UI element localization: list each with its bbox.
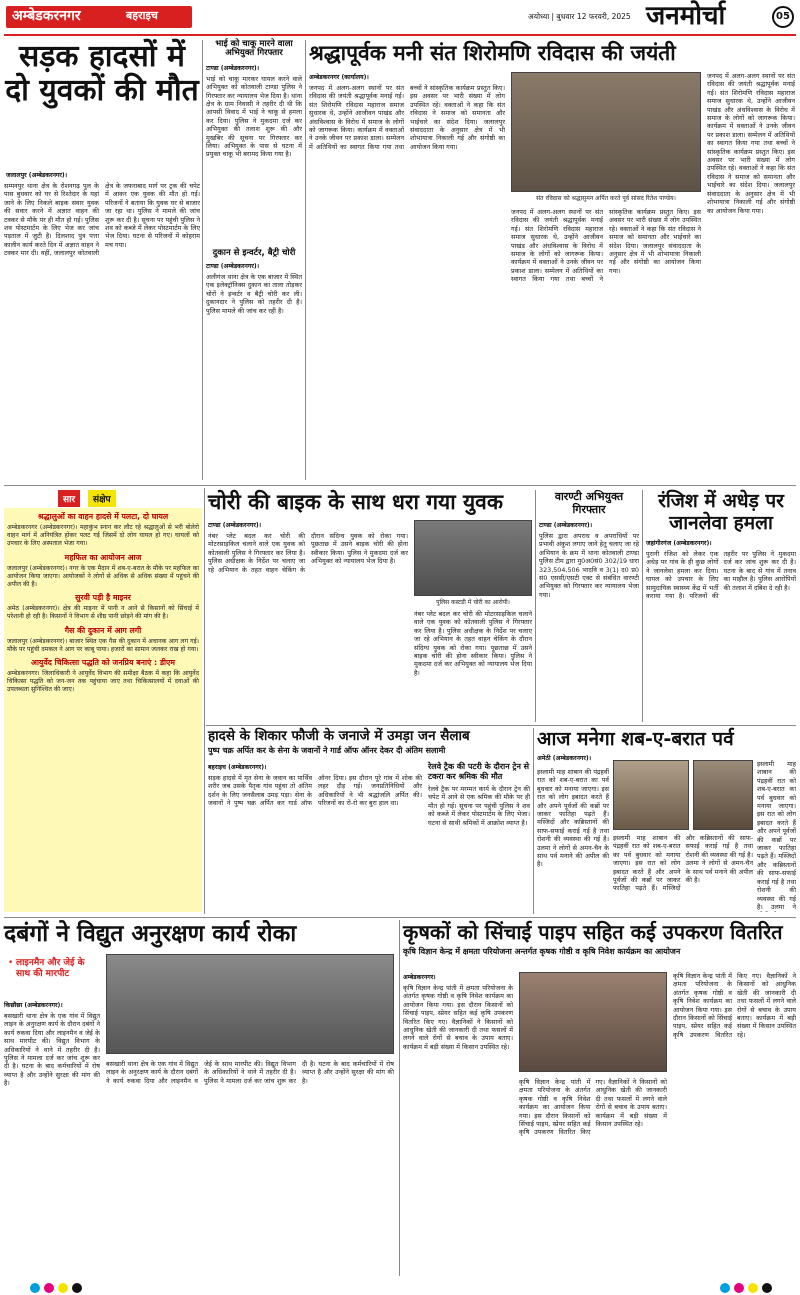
dateline: अयोध्या | बुधवार 12 फरवरी, 2025 <box>528 12 631 21</box>
body-text-continued: कृषि विज्ञान केन्द्र पांती में क्षमता परियोजना के अंतर्गत कृषक गोष्ठी व कृषि निवेश कार्यक्रम का आयोजन किया गया। इस दौरान किसानों को सिंचाई पाइप, स्प्रेयर सहित कई कृषि उपकरण वितरित किए गए। वैज्ञानिकों ने किसानों को आधुनिक खेती की जानकारी दी तथा फसलों में लगने वाले रोगों से बचाव के उपाय बताए। कार्यक्रम में बड़ी संख्या में किसान उपस्थित रहे। <box>519 1078 667 1137</box>
headline: वारण्टी अभियुक्त गिरफ्तार <box>554 490 624 516</box>
body-text: कृषि विज्ञान केन्द्र पांती में क्षमता परियोजना के अंतर्गत कृषक गोष्ठी व कृषि निवेश कार्यक्रम का आयोजन किया गया। इस दौरान किसानों को सिंचाई पाइप, स्प्रेयर सहित कई कृषि उपकरण वितरित किए गए। वैज्ञानिकों ने किसानों को आधुनिक खेती की जानकारी दी तथा फसलों में लगने वाले रोगों से बचाव के उपाय बताए। कार्यक्रम में बड़ी संख्या में किसान उपस्थित रहे। <box>403 984 513 1051</box>
sidebar-story <box>428 762 530 912</box>
byline: टाण्डा (अम्बेडकरनगर)। <box>208 522 262 529</box>
article-columns <box>4 170 200 486</box>
byline: बहराइच (अम्बेडकरनगर)। <box>208 764 267 771</box>
byline: जलालपुर (अम्बेडकरनगर)। <box>6 172 68 179</box>
body-text: सम्मनपुर थाना क्षेत्र के रोशनगढ़ पुल के पास बुधवार को घर से रिश्तेदार के यहां जाने के लिए निकले बाइक सवार युवक की सवार करने में अज्ञात वाहन की टक्कर से मौके पर ही मौत हो गई। पुलिस शव पोस्टमार्टम के लिए भेज कर जांच पड़ताल में जुटी है। दिलशाद पुत्र पत्ता कालीन कार्य करते दिन में अज्ञात वाहन ने टक्कर मार दी। वहीं, जलालपुर कोतवाली क्षेत्र के जफराबाद मार्ग पर ट्रक की चपेट में आकर एक युवक की मौत हो गई। परिजनों ने बताया कि युवक घर से बाजार जा रहा था। पुलिस ने मामले की जांच शुरू कर दी है। सूचना पर पहुंची पुलिस ने शव को कब्जे में लेकर पोस्टमार्टम के लिए भेज दिया। घटना से परिजनों में कोहराम मच गया। <box>4 182 200 258</box>
story-warrant-arrest <box>539 490 639 722</box>
photo-caption: संत रविदास को श्रद्धासुमन अर्पित करते पूर्व सांसद रितेश पाण्डेय। <box>536 195 676 202</box>
brief-body: अम्बेडकरनगर। जिलाधिकारी ने आयुर्वेद विभाग की समीक्षा बैठक में कहा कि आयुर्वेद चिकित्सा पद्धति को जन-जन तक पहुंचाया जाए तथा चिकित्सालयों में दवाओं की उपलब्धता सुनिश्चित की जाए। <box>7 670 199 694</box>
body-text: भाई को चाकू मारकर घायल करने वाले अभियुक्त को कोतवाली टाण्डा पुलिस ने गिरफ्तार कर न्यायालय भेज दिया है। थाना क्षेत्र के ग्राम निवासी ने तहरीर दी थी कि आपसी विवाद में भाई ने चाकू से हमला कर दिया। पुलिस ने मुकदमा दर्ज कर अभियुक्त की तलाश शुरू की और मुखबिर की सूचना पर गिरफ्तार कर लिया। अभियुक्त के पास से घटना में प्रयुक्त चाकू भी बरामद किया गया है। <box>206 74 302 159</box>
callout-text: लाइनमैन और जेई के साथ की मारपीट <box>16 958 85 979</box>
headline: चोरी की बाइक के साथ धरा गया युवक <box>208 490 503 514</box>
sub-byline: टाण्डा (अम्बेडकरनगर)। <box>206 263 260 271</box>
body-text-right: जनपद में अलग-अलग स्थानों पर संत रविदास की जयंती श्रद्धापूर्वक मनाई गई। संत शिरोमणि रविदास महाराज समाज सुधारक थे, उन्होंने आजीवन पाखंड और अंधविश्वास के विरोध में समाज के लोगों को जागरूक किया। कार्यक्रम में वक्ताओं ने उनके जीवन पर प्रकाश डाला। सम्मेलन में अतिथियों का स्वागत किया गया तथा बच्चों ने सांस्कृतिक कार्यक्रम प्रस्तुत किए। इस अवसर पर भारी संख्या में लोग उपस्थित रहे। वक्ताओं ने कहा कि संत रविदास ने समाज को समानता और भाईचारे का संदेश दिया। जलालपुर संवाददाता के अनुसार क्षेत्र में भी शोभायात्रा निकाली गई और संगोष्ठी का आयोजन किया गया। <box>707 72 795 215</box>
section-tag <box>6 6 192 28</box>
brief-body: जलालपुर (अम्बेडकरनगर)। बाजार स्थित एक गैस की दुकान में अचानक आग लग गई। मौके पर पहुंची दमकल ने आग पर काबू पाया। हजारों का सामान जलकर राख हो गया। <box>7 637 199 653</box>
left-column <box>4 1000 100 1274</box>
photo-caption: पुलिस कस्टडी में चोरी का आरोपी। <box>436 599 510 606</box>
event-photo <box>511 72 701 192</box>
body-text-continued: जनपद में अलग-अलग स्थानों पर संत रविदास की जयंती श्रद्धापूर्वक मनाई गई। संत शिरोमणि रविदास महाराज समाज सुधारक थे, उन्होंने आजीवन पाखंड और अंधविश्वास के विरोध में समाज के लोगों को जागरूक किया। कार्यक्रम में वक्ताओं ने उनके जीवन पर प्रकाश डाला। सम्मेलन में अतिथियों का स्वागत किया गया तथा बच्चों ने सांस्कृतिक कार्यक्रम प्रस्तुत किए। इस अवसर पर भारी संख्या में लोग उपस्थित रहे। वक्ताओं ने कहा कि संत रविदास ने समाज को समानता और भाईचारे का संदेश दिया। जलालपुर संवाददाता के अनुसार क्षेत्र में भी शोभायात्रा निकाली गई और संगोष्ठी का आयोजन किया गया। <box>511 208 701 284</box>
byline: जहांगीरगंज (अम्बेडकरनगर)। <box>646 540 712 547</box>
brief-title: सुरवी पड़ी है माइनर <box>75 593 131 603</box>
color-swatch-black <box>762 1283 772 1293</box>
page-number: 05 <box>776 11 790 22</box>
officials-photo <box>106 954 394 1054</box>
color-swatch-yellow <box>748 1283 758 1293</box>
section-rule <box>4 485 796 486</box>
story-road-accident <box>4 40 200 490</box>
brief-body: अम्बेडकरनगर (अम्बेडकरनगर)। महाकुंभ स्नान कर लौट रहे श्रद्धालुओं से भरी बोलेरो वाहन मार्ग में अनियंत्रित होकर पलट गई जिसमें दो लोग घायल हो गए। घायलों को उपचार के लिए अस्पताल भेजा गया। <box>7 524 199 548</box>
left-columns <box>403 972 513 1274</box>
body-text-right: कृषि विज्ञान केन्द्र पांती में क्षमता परियोजना के अंतर्गत कृषक गोष्ठी व कृषि निवेश कार्यक्रम का आयोजन किया गया। इस दौरान किसानों को सिंचाई पाइप, स्प्रेयर सहित कई कृषि उपकरण वितरित किए गए। वैज्ञानिकों ने किसानों को आधुनिक खेती की जानकारी दी तथा फसलों में लगने वाले रोगों से बचाव के उपाय बताए। कार्यक्रम में बड़ी संख्या में किसान उपस्थित रहे। <box>673 972 796 1039</box>
body-text-continued: इस्लामी माह शाबान की पंद्रहवीं रात को शब-ए-बरात का पर्व बुधवार को मनाया जाएगा। इस रात को लोग इबादत करते हैं और अपने पूर्वजों की कब्रों पर जाकर फातिहा पढ़ते हैं। मस्जिदों और कब्रिस्तानों की साफ-सफाई कराई गई है तथा रोशनी की व्यवस्था की गई है। उलमा ने लोगों से अमन-चैन के साथ पर्व मनाने की अपील की है। <box>613 834 753 893</box>
mosque-photo <box>613 760 689 830</box>
body-text-continued: बसखारी थाना क्षेत्र के एक गांव में विद्युत लाइन के अनुरक्षण कार्य के दौरान दबंगों ने कार्य रुकवा दिया और लाइनमैन व जेई के साथ मारपीट की। विद्युत विभाग के अधिकारियों ने थाने में तहरीर दी है। पुलिस ने मामला दर्ज कर जांच शुरू कर दी है। घटना के बाद कर्मचारियों में रोष व्याप्त है और उन्होंने सुरक्षा की मांग की है। <box>106 1060 394 1085</box>
left-columns <box>208 520 408 720</box>
subsection-name: बहराइच <box>126 9 158 22</box>
headline: श्रद्धापूर्वक मनी संत शिरोमणि रविदास की जयंती <box>309 41 676 65</box>
briefs-label-2: संक्षेप <box>88 490 116 507</box>
body-text: पुरानी रंजिश को लेकर एक अधेड़ पर गांव के ही कुछ लोगों ने जानलेवा हमला कर दिया। घायल को उपचार के लिए सामुदायिक स्वास्थ्य केंद्र में भर्ती कराया गया है। परिजनों की तहरीर पर पुलिस ने मुकदमा दर्ज कर जांच शुरू कर दी है। घटना के बाद से गांव में तनाव का माहौल है। पुलिस आरोपियों की तलाश में दबिश दे रही है। <box>646 550 796 601</box>
left-columns <box>309 72 505 478</box>
brief-item <box>7 553 199 590</box>
body-text: नंबर प्लेट बदल कर चोरी की मोटरसाइकिल चलाने वाले एक युवक को कोतवाली पुलिस ने गिरफ्तार कर लिया है। पुलिस अधीक्षक के निर्देश पर चलाए जा रहे अभियान के तहत वाहन चेकिंग के दौरान संदिग्ध युवक को रोका गया। पूछताछ में उसने बाइक चोरी की होना स्वीकार किया। पुलिस ने मुकदमा दर्ज कर अभियुक्त को न्यायालय भेज दिया है। <box>208 532 408 574</box>
color-swatch-magenta <box>734 1283 744 1293</box>
byline: अम्बेडकरनगर (कार्यालय)। <box>309 74 369 81</box>
headline: दबंगों ने विद्युत अनुरक्षण कार्य रोका <box>4 921 297 947</box>
column-rule <box>305 40 306 480</box>
story-assault <box>646 490 796 722</box>
sub-headline: दुकान से इन्वर्टर, बैट्री चोरी <box>212 247 296 258</box>
column-rule <box>202 40 203 480</box>
story-knife-arrest <box>206 40 302 482</box>
story-farmer-equipment <box>403 920 796 1276</box>
column-rule <box>399 920 400 1276</box>
story-stolen-bike <box>208 490 532 722</box>
brief-item <box>7 626 199 654</box>
callout-bullet: • <box>8 958 14 968</box>
subhead: पुष्प चक्र अर्पित कर के सेना के जवानों ने गार्ड ऑफ ऑनर देकर दी अंतिम सलामी <box>208 746 446 755</box>
sub-body-text: रेलवे ट्रैक पर मरम्मत कार्य के दौरान ट्रेन की चपेट में आने से एक श्रमिक की मौके पर ही मौत हो गई। सूचना पर पहुंची पुलिस ने शव को कब्जे में लेकर पोस्टमार्टम के लिए भेजा। घटना से साथी श्रमिकों में आक्रोश व्याप्त है। <box>428 785 530 827</box>
column-rule <box>533 728 534 914</box>
brief-title: आयुर्वेद चिकित्सा पद्धति को जनप्रिय बनाएं : डीएम <box>30 658 176 668</box>
page-number-badge <box>772 6 794 28</box>
brief-item <box>7 593 199 621</box>
section-rule <box>206 725 796 726</box>
callout-box <box>4 954 100 994</box>
byline: अम्बेडकरनगर। <box>403 974 436 981</box>
story-shab-e-barat <box>537 728 796 914</box>
briefs-label-bar <box>4 488 202 506</box>
color-swatch-cyan <box>720 1283 730 1293</box>
color-swatch-magenta <box>44 1283 54 1293</box>
body-text: बसखारी थाना क्षेत्र के एक गांव में विद्युत लाइन के अनुरक्षण कार्य के दौरान दबंगों ने कार्य रुकवा दिया और लाइनमैन व जेई के साथ मारपीट की। विद्युत विभाग के अधिकारियों ने थाने में तहरीर दी है। पुलिस ने मामला दर्ज कर जांच शुरू कर दी है। घटना के बाद कर्मचारियों में रोष व्याप्त है और उन्होंने सुरक्षा की मांग की है। <box>4 1012 100 1088</box>
headline: रंजिश में अधेड़ पर जानलेवा हमला <box>658 490 784 534</box>
briefs-label: सार <box>58 490 80 507</box>
brief-item <box>7 512 199 549</box>
arrest-photo <box>414 520 532 596</box>
footer-strip <box>0 1281 800 1295</box>
main-columns <box>208 762 422 912</box>
brief-body: अमेठ (अम्बेडकरनगर)। क्षेत्र की माइनर में पानी न आने से किसानों को सिंचाई में परेशानी हो रही है। किसानों ने विभाग से शीघ्र पानी छोड़ने की मांग की है। <box>7 605 199 621</box>
cleric-photo <box>693 760 753 830</box>
subhead: कृषि विज्ञान केन्द्र में क्षमता परियोजना अन्तर्गत कृषक गोष्ठी व कृषि निवेश कार्यक्रम का आयोजन <box>403 947 681 956</box>
color-swatch-black <box>72 1283 82 1293</box>
section-name: अम्बेडकरनगर <box>12 8 81 24</box>
body-text: सड़क हादसे में मृत सेना के जवान का पार्थिव शरीर जब उसके पैतृक गांव पहुंचा तो अंतिम दर्शन के लिए जनसैलाब उमड़ पड़ा। सेना के जवानों ने पुष्प चक्र अर्पित कर गार्ड ऑफ ऑनर दिया। इस दौरान पूरे गांव में शोक की लहर दौड़ गई। जनप्रतिनिधियों और अधिकारियों ने भी श्रद्धांजलि अर्पित की। परिजनों का रो-रो कर बुरा हाल था। <box>208 774 422 808</box>
body-text: जनपद में अलग-अलग स्थानों पर संत रविदास की जयंती श्रद्धापूर्वक मनाई गई। संत शिरोमणि रविदास महाराज समाज सुधारक थे, उन्होंने आजीवन पाखंड और अंधविश्वास के विरोध में समाज के लोगों को जागरूक किया। कार्यक्रम में वक्ताओं ने उनके जीवन पर प्रकाश डाला। सम्मेलन में अतिथियों का स्वागत किया गया तथा बच्चों ने सांस्कृतिक कार्यक्रम प्रस्तुत किए। इस अवसर पर भारी संख्या में लोग उपस्थित रहे। वक्ताओं ने कहा कि संत रविदास ने समाज को समानता और भाईचारे का संदेश दिया। जलालपुर संवाददाता के अनुसार क्षेत्र में भी शोभायात्रा निकाली गई और संगोष्ठी का आयोजन किया गया। <box>309 84 505 151</box>
headline: हादसे के शिकार फौजी के जनाजे में उमड़ा जन सैलाब <box>208 728 470 744</box>
brief-body: जलालपुर (अम्बेडकरनगर)। नगर के एक मैदान में शब-ए-बरात के मौके पर महफिल का आयोजन किया जाएगा। आयोजकों ने लोगों से अधिक से अधिक संख्या में पहुंचने की अपील की है। <box>7 564 199 589</box>
masthead <box>0 0 800 34</box>
column-rule <box>642 490 643 722</box>
story-electricity-obstruction <box>4 920 396 1276</box>
section-rule <box>4 917 796 918</box>
sub-body-text: अलीगंज थाना क्षेत्र के एक बाजार में स्थित एक इलेक्ट्रॉनिक्स दुकान का ताला तोड़कर चोरों ने इन्वर्टर व बैट्री चोरी कर ली। दुकानदार ने पुलिस को तहरीर दी है। पुलिस मामले की जांच कर रही है। <box>206 273 302 315</box>
brief-title: महफिल का आयोजन आज <box>64 552 142 562</box>
headline: कृषकों को सिंचाई पाइप सहित कई उपकरण वितरित <box>403 920 783 944</box>
story-ravidas-jayanti <box>309 40 796 482</box>
brief-title: गैस की दुकान में आग लगी <box>64 625 142 635</box>
masthead-rule <box>4 34 796 36</box>
byline: टाण्डा (अम्बेडकरनगर)। <box>539 522 593 529</box>
brief-item <box>7 658 199 695</box>
byline: किछौछा (अम्बेडकरनगर)। <box>4 1002 63 1009</box>
color-swatch-cyan <box>30 1283 40 1293</box>
column-rule <box>535 490 536 722</box>
column-rule <box>204 488 205 914</box>
headline: आज मनेगा शब-ए-बरात पर्व <box>537 728 734 750</box>
byline: अमेठी (अम्बेडकरनगर)। <box>537 755 592 762</box>
brief-title: श्रद्धालुओं का वाहन हादसे में पलटा, दो घायल <box>37 512 169 521</box>
brand-logo: जनमोर्चा <box>646 1 726 31</box>
story-soldier-funeral <box>208 728 530 914</box>
body-text: पुलिस द्वारा अपराध व अपराधियों पर प्रभावी अंकुश लगाए जाने हेतु चलाए जा रहे अभियान के क्रम में थाना कोतवाली टाण्डा पुलिस टीम द्वारा मु0अ0सं0 302/19 धारा 323,504,506 भादवि व 3(1) द0 प्र0 सं0 एससी/एसटी एक्ट से संबंधित वारण्टी अभियुक्त को गिरफ्तार कर न्यायालय भेजा गया। <box>539 532 639 599</box>
byline: टाण्डा (अम्बेडकरनगर)। <box>206 64 260 72</box>
color-swatch-yellow <box>58 1283 68 1293</box>
headline: सड़क हादसों में दो युवकों की मौत <box>5 39 199 108</box>
farmer-meeting-photo <box>519 972 667 1072</box>
headline: भाई को चाकू मारने वाला अभियुक्त गिरफ्तार <box>215 39 293 59</box>
body-text-right: इस्लामी माह शाबान की पंद्रहवीं रात को शब-ए-बरात का पर्व बुधवार को मनाया जाएगा। इस रात को लोग इबादत करते हैं और अपने पूर्वजों की कब्रों पर जाकर फातिहा पढ़ते हैं। मस्जिदों और कब्रिस्तानों की साफ-सफाई कराई गई है तथा रोशनी की व्यवस्था की गई है। उलमा ने <box>757 760 796 911</box>
briefs-box <box>4 488 202 914</box>
body-text-continued: नंबर प्लेट बदल कर चोरी की मोटरसाइकिल चलाने वाले एक युवक को कोतवाली पुलिस ने गिरफ्तार कर लिया है। पुलिस अधीक्षक के निर्देश पर चलाए जा रहे अभियान के तहत वाहन चेकिंग के दौरान संदिग्ध युवक को रोका गया। पूछताछ में उसने बाइक चोरी की होना स्वीकार किया। पुलिस ने मुकदमा दर्ज कर अभियुक्त को न्यायालय भेज दिया है। <box>414 610 532 677</box>
body-text: इस्लामी माह शाबान की पंद्रहवीं रात को शब-ए-बरात का पर्व बुधवार को मनाया जाएगा। इस रात को लोग इबादत करते हैं और अपने पूर्वजों की कब्रों पर जाकर फातिहा पढ़ते हैं। मस्जिदों और कब्रिस्तानों की साफ-सफाई कराई गई है तथा रोशनी की व्यवस्था की गई है। उलमा ने लोगों से अमन-चैन के साथ पर्व मनाने की अपील की है। <box>537 768 609 869</box>
brief-list <box>4 508 202 912</box>
sub-headline: रेलवे ट्रैक की पटरी के दौरान ट्रेन से टकरा कर श्रमिक की मौत <box>428 762 530 781</box>
